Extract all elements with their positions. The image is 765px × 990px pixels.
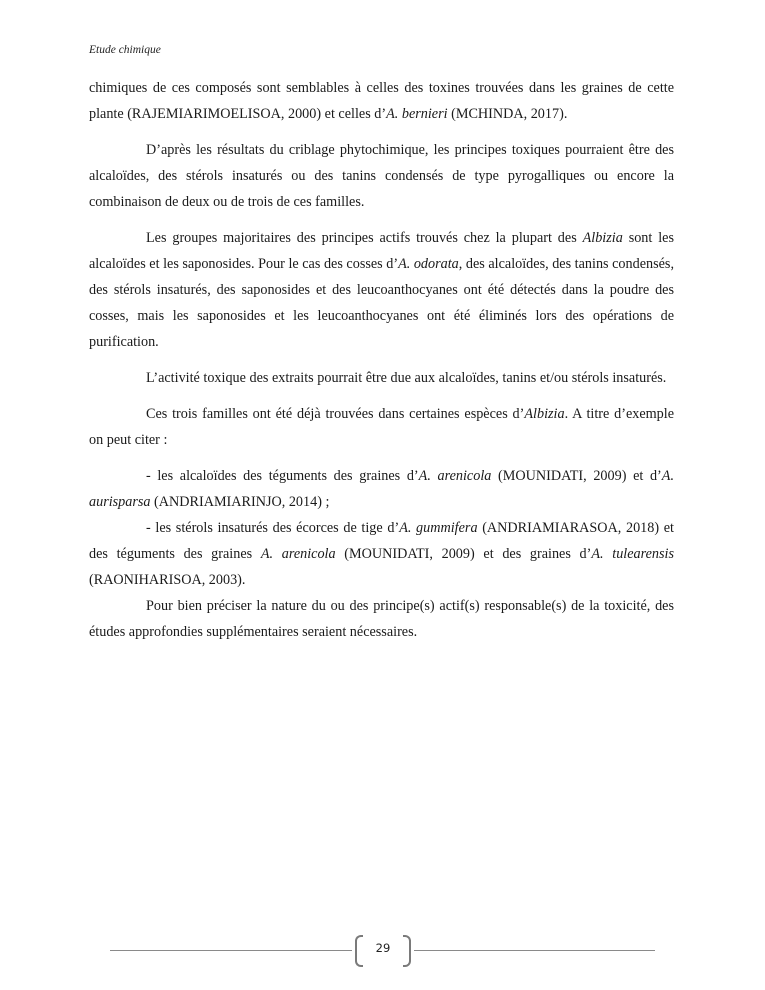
paragraph xyxy=(89,593,674,645)
text-run: (ANDRIAMIARINJO, 2014) ; xyxy=(150,494,330,510)
text-run: Les groupes majoritaires des principes actifs trouvés chez la plupart des xyxy=(146,230,583,246)
paragraph xyxy=(89,365,674,391)
paragraph xyxy=(89,137,674,215)
text-run: L’activité toxique des extraits pourrait être due aux alcaloïdes, tanins et/ou stérols insaturés. xyxy=(146,370,667,386)
italic-text-run: A. tulearensis xyxy=(591,546,675,562)
text-run: (RAONIHARISOA, 2003). xyxy=(89,572,246,588)
page-footer xyxy=(110,935,655,967)
text-run: D’après les résultats du criblage phytochimique, les principes toxiques pourraient être des alcaloïdes, des stérols insaturés ou des tanins condensés de type pyrogalliques ou encore la combinaison de deux ou de trois de ces familles. xyxy=(89,142,674,210)
text-run: , des alcaloïdes, des tanins condensés, des stérols insaturés, des saponosides et des leucoanthocyanes ont été détectés dans la poudre des cosses, mais les saponosides et les leucoanthocyanes ont été éliminés lors des opérations de purification. xyxy=(89,256,674,350)
italic-text-run: A. aurisparsa xyxy=(89,468,674,510)
text-run: (MOUNIDATI, 2009) et d’ xyxy=(491,468,662,484)
footer-rule-left xyxy=(110,950,352,951)
text-run: sont les alcaloïdes et les saponosides. Pour le cas des cosses d’ xyxy=(89,230,674,272)
text-run: (ANDRIAMIARASOA, 2018) et des téguments des graines xyxy=(89,520,674,562)
paragraph xyxy=(89,225,674,355)
paragraph xyxy=(89,75,674,127)
text-run: Pour bien préciser la nature du ou des principe(s) actif(s) responsable(s) de la toxicité, des études approfondies supplémentaires seraient nécessaires. xyxy=(89,598,674,640)
page-number: 29 xyxy=(375,941,391,955)
paragraph xyxy=(89,401,674,453)
footer-rule-right xyxy=(414,950,655,951)
page-number-bracket-left xyxy=(355,935,363,967)
page-number-bracket-right xyxy=(403,935,411,967)
list-item xyxy=(89,515,674,593)
italic-text-run: A. arenicola xyxy=(260,546,336,562)
text-run: - les alcaloïdes des téguments des graines d’ xyxy=(146,468,419,484)
text-run: Ces trois familles ont été déjà trouvées dans certaines espèces d’ xyxy=(146,406,525,422)
italic-text-run: A. gummifera xyxy=(399,520,478,536)
italic-text-run: A. bernieri xyxy=(386,106,448,122)
italic-text-run: Albizia xyxy=(524,406,565,422)
text-run: . A titre d’exemple on peut citer : xyxy=(89,406,674,448)
italic-text-run: Albizia xyxy=(582,230,623,246)
text-run: chimiques de ces composés sont semblables à celles des toxines trouvées dans les graines de cette plante (RAJEMIARIMOELISOA, 2000) et celles d’ xyxy=(89,80,674,122)
text-run: - les stérols insaturés des écorces de tige d’ xyxy=(146,520,400,536)
list-item xyxy=(89,463,674,515)
italic-text-run: A. arenicola xyxy=(418,468,492,484)
running-header: Etude chimique xyxy=(89,44,161,56)
text-run: (MOUNIDATI, 2009) et des graines d’ xyxy=(335,546,592,562)
text-run: (MCHINDA, 2017). xyxy=(447,106,568,122)
body-text xyxy=(89,75,674,655)
italic-text-run: A. odorata xyxy=(398,256,459,272)
